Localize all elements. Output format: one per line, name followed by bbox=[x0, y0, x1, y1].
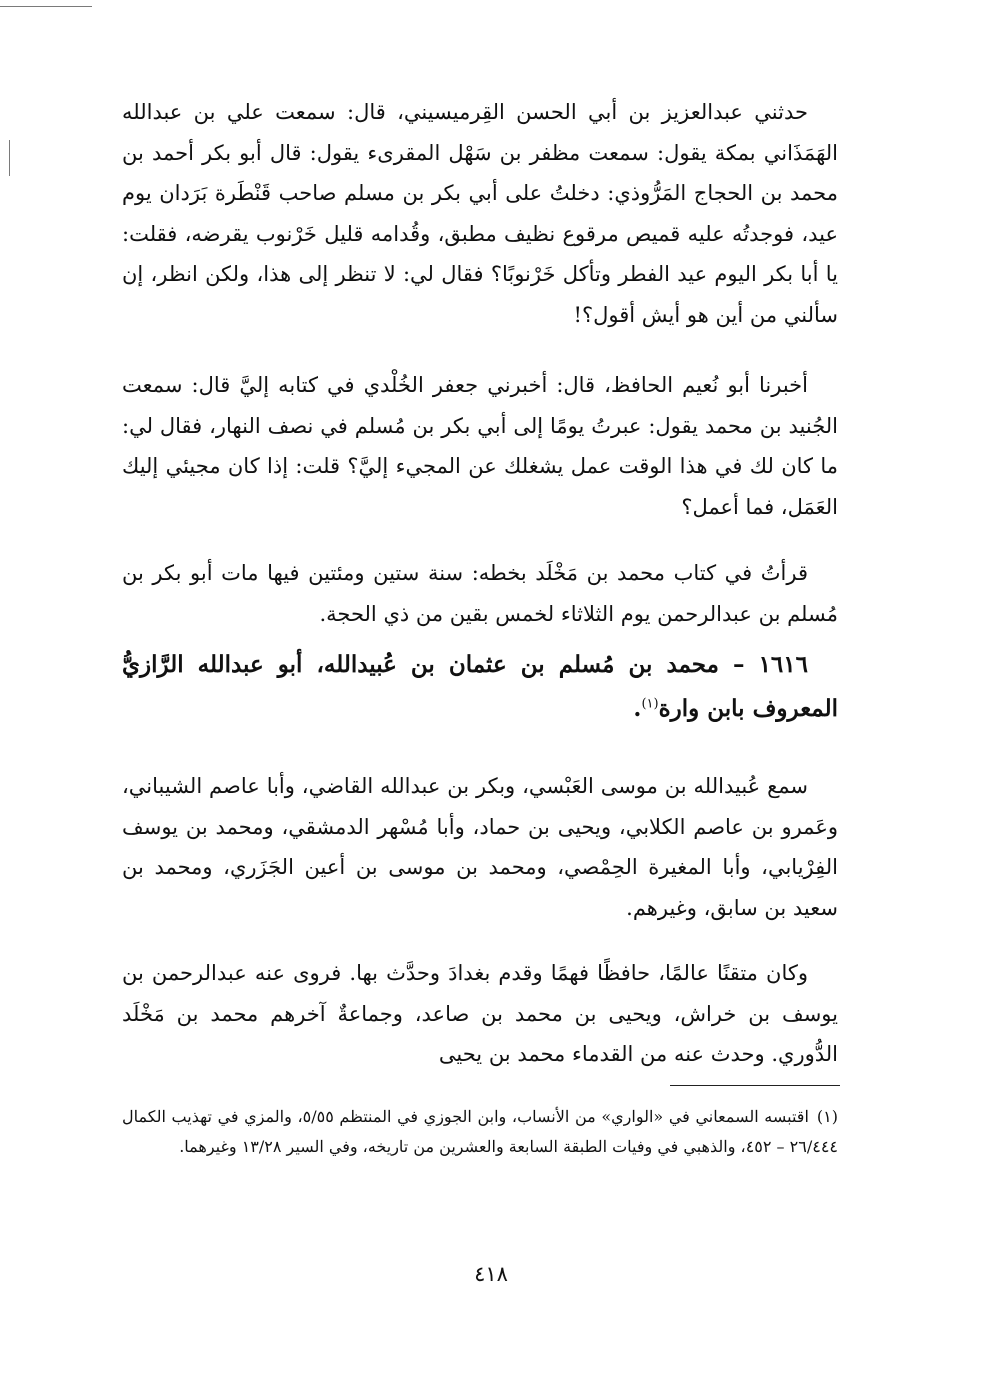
scan-edge-mark-top bbox=[0, 6, 92, 7]
footnote-label: (١) bbox=[816, 1107, 838, 1126]
footnote bbox=[122, 1102, 838, 1162]
footnote-text: اقتبسه السمعاني في «الواري» من الأنساب، وابن الجوزي في المنتظم ٥/٥٥، والمزي في تهذيب الكمال ٢٦/٤٤٤ – ٤٥٢، والذهبي في وفيات الطبقة السابعة والعشرين من تاريخه، وفي السير ١٣/٢٨ وغيرهما. bbox=[122, 1107, 838, 1156]
paragraph-3: قرأتُ في كتاب محمد بن مَخْلَد بخطه: سنة ستين ومئتين فيها مات أبو بكر بن مُسلم بن عبدالرحمن يوم الثلاثاء لخمس بقين من ذي الحجة. bbox=[122, 561, 838, 626]
entry-number: ١٦١٦ – bbox=[733, 651, 808, 678]
scan-edge-mark-left bbox=[9, 140, 10, 176]
paragraph-5: وكان متقنًا عالمًا، حافظًا فهمًا وقدم بغدادَ وحدَّث بها. فروى عنه عبدالرحمن بن يوسف بن خراش، ويحيى بن محمد بن صاعد، وجماعةٌ آخرهم محمد بن مَخْلَد الدُّوري. وحدث عنه من القدماء محمد بن يحيى bbox=[122, 961, 838, 1066]
paragraph-4: سمع عُبيدالله بن موسى العَبْسي، وبكر بن عبدالله القاضي، وأبا عاصم الشيباني، وعَمرو بن عاصم الكلابي، ويحيى بن حماد، وأبا مُسْهر الدمشقي، ومحمد بن يوسف الفِرْيابي، وأبا المغيرة الحِمْصي، ومحمد بن موسى بن أعين الجَزَري، ومحمد بن سعيد بن سابق، وغيرهم. bbox=[122, 774, 838, 920]
entry-heading bbox=[122, 643, 838, 731]
footnote-reference: (١) bbox=[641, 696, 659, 712]
paragraph-2: أخبرنا أبو نُعيم الحافظ، قال: أخبرني جعفر الخُلْدي في كتابه إليَّ قال: سمعت الجُنيد بن محمد يقول: عبرتُ يومًا إلى أبي بكر بن مُسلم في نصف النهار، فقال لي: ما كان لك في هذا الوقت عمل يشغلك عن المجيء إليَّ؟ قلت: إذا كان مجيئي إليك العَمَل، فما أعمل؟ bbox=[122, 373, 838, 519]
entry-title: محمد بن مُسلم بن عثمان بن عُبيدالله، أبو عبدالله الرَّازيُّ المعروف بابن وارة bbox=[122, 651, 838, 722]
footnote-separator bbox=[670, 1085, 840, 1086]
entry-end: . bbox=[633, 695, 642, 722]
page-number: ٤١٨ bbox=[474, 1262, 508, 1286]
paragraph-1: حدثني عبدالعزيز بن أبي الحسن القِرميسيني، قال: سمعت علي بن عبدالله الهَمَذَاني بمكة يقول: سمعت مظفر بن سَهْل المقرىء يقول: قال أبو بكر أحمد بن محمد بن الحجاج المَرُّوذي: دخلتُ على أبي بكر بن مسلم صاحب قَنْطَرة بَرَدان يوم عيد، فوجدتُه عليه قميص مرقوع نظيف مطبق، وقُدامه قليل خَرْنوب يقرضه، فقلت: يا أبا بكر اليوم عيد الفطر وتأكل خَرْنوبًا؟ فقال لي: لا تنظر إلى هذا، ولكن انظر، إن سألني من أين هو أيش أقول؟! bbox=[122, 100, 838, 327]
